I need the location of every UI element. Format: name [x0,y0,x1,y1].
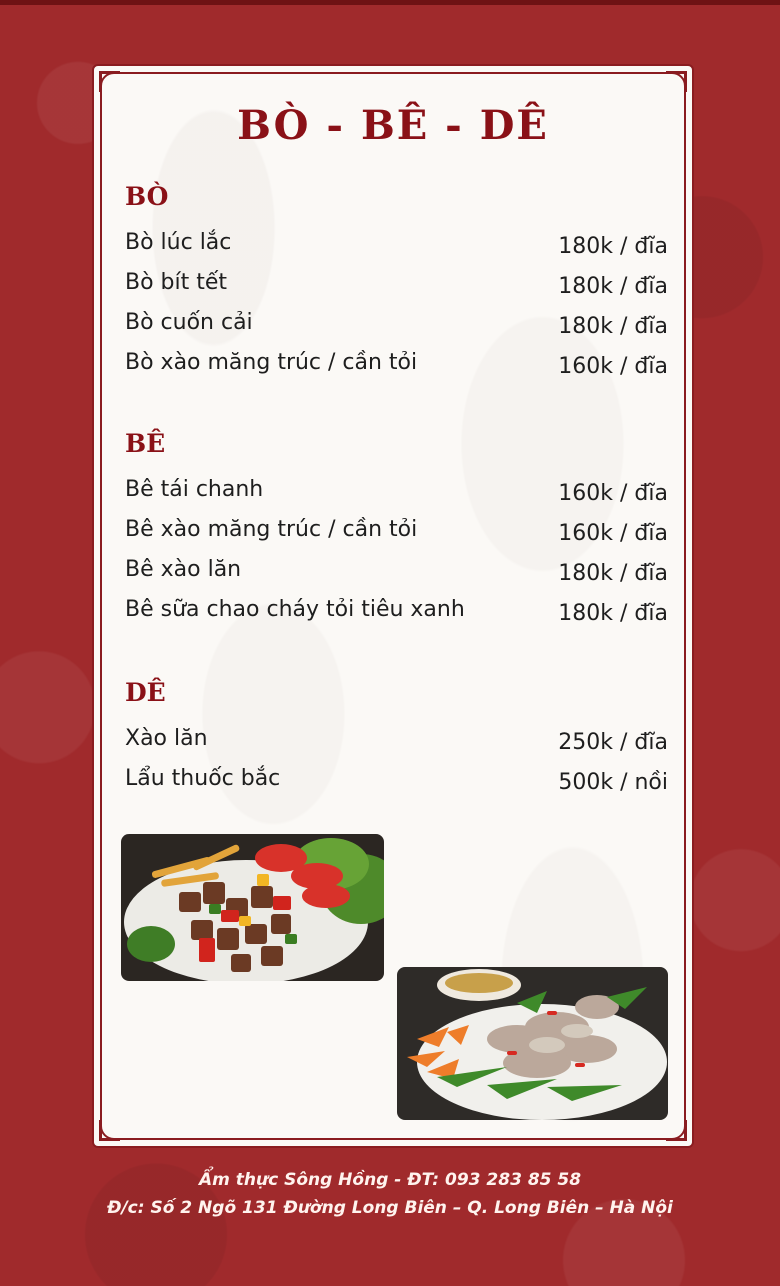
item-price: 500k / nồi [558,770,668,795]
item-name: Bò xào măng trúc / cần tỏi [125,350,418,375]
page-title: BÒ - BÊ - DÊ [237,102,549,149]
item-price: 180k / đĩa [558,561,668,586]
corner-ornament [666,1120,687,1141]
menu-item [125,230,668,260]
menu-item [125,350,668,380]
footer-address: Đ/c: Số 2 Ngõ 131 Đường Long Biên – Q. Long Biên – Hà Nội [107,1198,673,1218]
item-price: 180k / đĩa [558,234,668,259]
section-heading-de: DÊ [125,678,166,707]
item-price: 180k / đĩa [558,274,668,299]
item-price: 160k / đĩa [558,481,668,506]
item-name: Bò cuốn cải [125,310,253,335]
item-name: Xào lăn [125,726,208,751]
section-heading-be: BÊ [125,429,166,458]
item-price: 180k / đĩa [558,601,668,626]
item-name: Bò bít tết [125,270,228,295]
item-price: 160k / đĩa [558,521,668,546]
menu-item [125,517,668,547]
top-strip [0,0,780,5]
menu-item [125,726,668,756]
menu-item [125,557,668,587]
item-name: Bê sữa chao cháy tỏi tiêu xanh [125,597,465,622]
item-name: Bò lúc lắc [125,230,232,255]
corner-ornament [99,71,120,92]
menu-item [125,766,668,796]
menu-item [125,310,668,340]
item-price: 160k / đĩa [558,354,668,379]
item-name: Bê tái chanh [125,477,264,502]
menu-item [125,597,668,627]
item-name: Bê xào lăn [125,557,242,582]
item-name: Lẩu thuốc bắc [125,766,281,791]
veal-dish-photo [397,967,668,1120]
item-name: Bê xào măng trúc / cần tỏi [125,517,418,542]
item-price: 180k / đĩa [558,314,668,339]
footer-contact: Ẩm thực Sông Hồng - ĐT: 093 283 85 58 [198,1170,582,1190]
corner-ornament [99,1120,120,1141]
section-heading-bo: BÒ [125,182,169,211]
item-price: 250k / đĩa [558,730,668,755]
beef-dish-photo [121,834,384,981]
menu-item [125,270,668,300]
menu-item [125,477,668,507]
corner-ornament [666,71,687,92]
